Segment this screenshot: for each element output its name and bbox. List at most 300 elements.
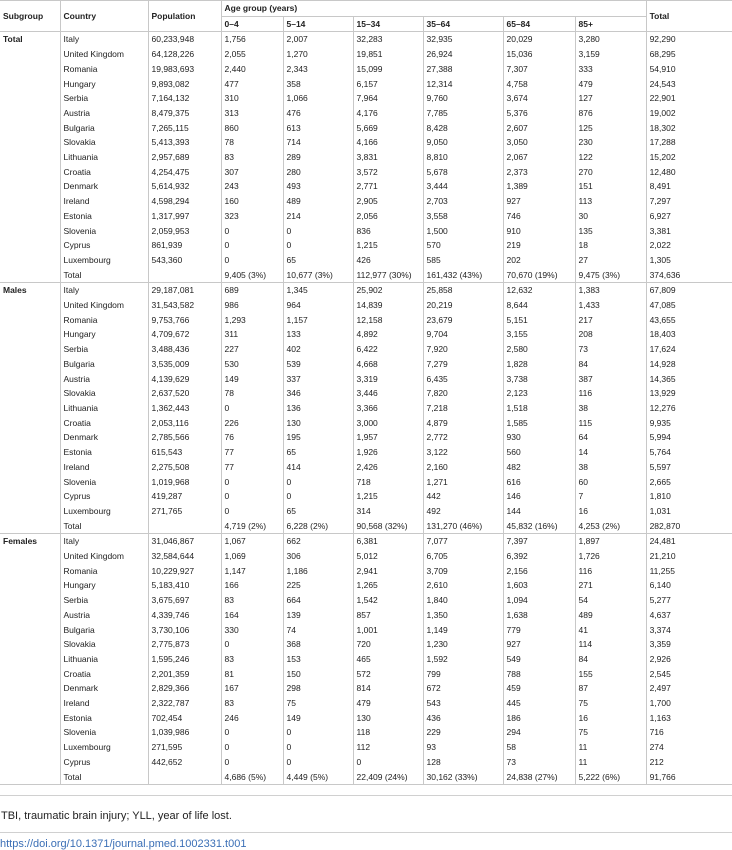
- value-cell: 25,858: [423, 283, 503, 298]
- country-cell: Luxembourg: [60, 504, 148, 519]
- value-cell: 2,580: [503, 342, 575, 357]
- value-cell: 214: [283, 209, 353, 224]
- value-cell: 14,928: [646, 357, 732, 372]
- value-cell: 217: [575, 313, 646, 328]
- table-row: [0, 327, 732, 342]
- value-cell: 8,810: [423, 150, 503, 165]
- value-cell: 3,558: [423, 209, 503, 224]
- value-cell: 5,597: [646, 460, 732, 475]
- value-cell: 4,637: [646, 608, 732, 623]
- value-cell: 118: [353, 725, 423, 740]
- value-cell: 91,766: [646, 770, 732, 785]
- value-cell: 0: [221, 740, 283, 755]
- value-cell: 3,535,009: [148, 357, 221, 372]
- value-cell: 19,983,693: [148, 62, 221, 77]
- value-cell: 387: [575, 372, 646, 387]
- value-cell: 330: [221, 623, 283, 638]
- country-cell: Denmark: [60, 681, 148, 696]
- doi-link[interactable]: https://doi.org/10.1371/journal.pmed.1002331.t001: [0, 838, 247, 850]
- value-cell: 246: [221, 711, 283, 726]
- value-cell: 2,497: [646, 681, 732, 696]
- value-cell: 1,756: [221, 32, 283, 47]
- value-cell: 492: [423, 504, 503, 519]
- value-cell: 2,440: [221, 62, 283, 77]
- value-cell: 146: [503, 489, 575, 504]
- value-cell: 38: [575, 460, 646, 475]
- value-cell: 2,957,689: [148, 150, 221, 165]
- value-cell: 144: [503, 504, 575, 519]
- country-cell: Hungary: [60, 578, 148, 593]
- value-cell: 4,449 (5%): [283, 770, 353, 785]
- table-row: [0, 534, 732, 549]
- country-cell: Serbia: [60, 593, 148, 608]
- value-cell: 243: [221, 179, 283, 194]
- value-cell: 2,703: [423, 194, 503, 209]
- country-cell: Croatia: [60, 165, 148, 180]
- table-row: [0, 91, 732, 106]
- table-row: [0, 549, 732, 564]
- table-row: [0, 445, 732, 460]
- value-cell: 0: [283, 740, 353, 755]
- country-cell: Slovenia: [60, 224, 148, 239]
- country-cell: Austria: [60, 372, 148, 387]
- value-cell: 860: [221, 121, 283, 136]
- value-cell: 226: [221, 416, 283, 431]
- value-cell: 73: [503, 755, 575, 770]
- value-cell: 4,709,672: [148, 327, 221, 342]
- value-cell: 1,317,997: [148, 209, 221, 224]
- value-cell: 30: [575, 209, 646, 224]
- value-cell: 543: [423, 696, 503, 711]
- value-cell: 1,149: [423, 623, 503, 638]
- header-age-group: Age group (years): [221, 1, 646, 17]
- value-cell: 2,343: [283, 62, 353, 77]
- value-cell: 2,056: [353, 209, 423, 224]
- value-cell: 32,584,644: [148, 549, 221, 564]
- value-cell: 24,543: [646, 77, 732, 92]
- table-row: [0, 578, 732, 593]
- country-cell: Total: [60, 519, 148, 534]
- value-cell: 135: [575, 224, 646, 239]
- value-cell: 964: [283, 298, 353, 313]
- value-cell: 3,359: [646, 637, 732, 652]
- value-cell: 1,001: [353, 623, 423, 638]
- value-cell: 115: [575, 416, 646, 431]
- value-cell: 0: [221, 224, 283, 239]
- value-cell: 167: [221, 681, 283, 696]
- value-cell: 127: [575, 91, 646, 106]
- value-cell: 857: [353, 608, 423, 623]
- value-cell: 3,730,106: [148, 623, 221, 638]
- value-cell: 77: [221, 445, 283, 460]
- value-cell: 2,771: [353, 179, 423, 194]
- divider: [0, 832, 732, 833]
- table-row: [0, 150, 732, 165]
- value-cell: 7,964: [353, 91, 423, 106]
- value-cell: 0: [283, 224, 353, 239]
- country-cell: Romania: [60, 62, 148, 77]
- value-cell: 112,977 (30%): [353, 268, 423, 283]
- table-row: [0, 725, 732, 740]
- table-row: [0, 121, 732, 136]
- value-cell: 7,279: [423, 357, 503, 372]
- country-cell: Total: [60, 770, 148, 785]
- value-cell: 229: [423, 725, 503, 740]
- table-row: [0, 564, 732, 579]
- country-cell: Slovenia: [60, 725, 148, 740]
- value-cell: 6,392: [503, 549, 575, 564]
- value-cell: 4,339,746: [148, 608, 221, 623]
- value-cell: 1,350: [423, 608, 503, 623]
- value-cell: 18: [575, 238, 646, 253]
- value-cell: 14: [575, 445, 646, 460]
- value-cell: 12,632: [503, 283, 575, 298]
- subgroup-label: Females: [0, 534, 60, 785]
- value-cell: 22,901: [646, 91, 732, 106]
- value-cell: 113: [575, 194, 646, 209]
- value-cell: 746: [503, 209, 575, 224]
- table-row: [0, 637, 732, 652]
- value-cell: 9,405 (3%): [221, 268, 283, 283]
- value-cell: 1,585: [503, 416, 575, 431]
- value-cell: 539: [283, 357, 353, 372]
- table-row: [0, 623, 732, 638]
- value-cell: 27,388: [423, 62, 503, 77]
- value-cell: 1,163: [646, 711, 732, 726]
- value-cell: 7,820: [423, 386, 503, 401]
- value-cell: 358: [283, 77, 353, 92]
- header-population: Population: [148, 1, 221, 32]
- value-cell: 25,902: [353, 283, 423, 298]
- value-cell: 4,758: [503, 77, 575, 92]
- value-cell: 2,322,787: [148, 696, 221, 711]
- value-cell: 477: [221, 77, 283, 92]
- value-cell: 289: [283, 150, 353, 165]
- value-cell: 4,254,475: [148, 165, 221, 180]
- country-cell: Total: [60, 268, 148, 283]
- table-row: [0, 711, 732, 726]
- value-cell: 1,186: [283, 564, 353, 579]
- value-cell: 436: [423, 711, 503, 726]
- value-cell: 67,809: [646, 283, 732, 298]
- table-row: [0, 357, 732, 372]
- value-cell: 4,176: [353, 106, 423, 121]
- country-cell: Lithuania: [60, 652, 148, 667]
- country-cell: Slovakia: [60, 135, 148, 150]
- value-cell: 1,518: [503, 401, 575, 416]
- value-cell: 664: [283, 593, 353, 608]
- value-cell: 3,159: [575, 47, 646, 62]
- value-cell: 2,123: [503, 386, 575, 401]
- value-cell: 43,655: [646, 313, 732, 328]
- value-cell: 9,475 (3%): [575, 268, 646, 283]
- table-row: [0, 667, 732, 682]
- country-cell: Italy: [60, 32, 148, 47]
- value-cell: 23,679: [423, 313, 503, 328]
- value-cell: 672: [423, 681, 503, 696]
- value-cell: 77: [221, 460, 283, 475]
- country-cell: Luxembourg: [60, 253, 148, 268]
- value-cell: 5,183,410: [148, 578, 221, 593]
- value-cell: 2,665: [646, 475, 732, 490]
- country-cell: Cyprus: [60, 489, 148, 504]
- table-row: [0, 430, 732, 445]
- value-cell: 3,488,436: [148, 342, 221, 357]
- value-cell: 1,362,443: [148, 401, 221, 416]
- value-cell: 7: [575, 489, 646, 504]
- value-cell: 419,287: [148, 489, 221, 504]
- table-row: [0, 238, 732, 253]
- value-cell: 18,302: [646, 121, 732, 136]
- value-cell: 15,036: [503, 47, 575, 62]
- table-row: [0, 740, 732, 755]
- value-cell: 17,288: [646, 135, 732, 150]
- table-row: [0, 681, 732, 696]
- value-cell: 0: [283, 475, 353, 490]
- value-cell: 1,293: [221, 313, 283, 328]
- value-cell: 29,187,081: [148, 283, 221, 298]
- value-cell: 3,446: [353, 386, 423, 401]
- table-row: [0, 194, 732, 209]
- value-cell: 560: [503, 445, 575, 460]
- value-cell: 3,366: [353, 401, 423, 416]
- table-row: [0, 253, 732, 268]
- country-cell: Cyprus: [60, 238, 148, 253]
- value-cell: 70,670 (19%): [503, 268, 575, 283]
- value-cell: 24,838 (27%): [503, 770, 575, 785]
- value-cell: 15,099: [353, 62, 423, 77]
- header-age-85plus: 85+: [575, 16, 646, 32]
- value-cell: 476: [283, 106, 353, 121]
- country-cell: Ireland: [60, 696, 148, 711]
- value-cell: 12,158: [353, 313, 423, 328]
- table-row: [0, 372, 732, 387]
- value-cell: 986: [221, 298, 283, 313]
- value-cell: 313: [221, 106, 283, 121]
- value-cell: 5,376: [503, 106, 575, 121]
- country-cell: United Kingdom: [60, 549, 148, 564]
- value-cell: 8,644: [503, 298, 575, 313]
- value-cell: 78: [221, 386, 283, 401]
- value-cell: 93: [423, 740, 503, 755]
- value-cell: 45,832 (16%): [503, 519, 575, 534]
- value-cell: 3,374: [646, 623, 732, 638]
- value-cell: 274: [646, 740, 732, 755]
- value-cell: 153: [283, 652, 353, 667]
- table-row: [0, 593, 732, 608]
- value-cell: 2,373: [503, 165, 575, 180]
- value-cell: 3,319: [353, 372, 423, 387]
- value-cell: 9,760: [423, 91, 503, 106]
- value-cell: 0: [221, 489, 283, 504]
- table-row: [0, 460, 732, 475]
- value-cell: 2,067: [503, 150, 575, 165]
- value-cell: 24,481: [646, 534, 732, 549]
- value-cell: 2,905: [353, 194, 423, 209]
- value-cell: 1,840: [423, 593, 503, 608]
- country-cell: United Kingdom: [60, 47, 148, 62]
- value-cell: 572: [353, 667, 423, 682]
- value-cell: 298: [283, 681, 353, 696]
- value-cell: 75: [283, 696, 353, 711]
- value-cell: 482: [503, 460, 575, 475]
- country-cell: Austria: [60, 608, 148, 623]
- value-cell: 323: [221, 209, 283, 224]
- value-cell: 718: [353, 475, 423, 490]
- value-cell: 75: [575, 725, 646, 740]
- value-cell: 333: [575, 62, 646, 77]
- value-cell: 4,719 (2%): [221, 519, 283, 534]
- value-cell: 130: [283, 416, 353, 431]
- value-cell: 2,055: [221, 47, 283, 62]
- value-cell: 8,491: [646, 179, 732, 194]
- value-cell: 702,454: [148, 711, 221, 726]
- value-cell: 5,413,393: [148, 135, 221, 150]
- value-cell: 11: [575, 740, 646, 755]
- value-cell: 116: [575, 564, 646, 579]
- value-cell: 9,935: [646, 416, 732, 431]
- value-cell: 4,668: [353, 357, 423, 372]
- value-cell: 225: [283, 578, 353, 593]
- table-row: [0, 47, 732, 62]
- value-cell: 294: [503, 725, 575, 740]
- value-cell: 5,222 (6%): [575, 770, 646, 785]
- value-cell: 0: [221, 637, 283, 652]
- value-cell: 337: [283, 372, 353, 387]
- value-cell: 7,785: [423, 106, 503, 121]
- country-cell: Croatia: [60, 416, 148, 431]
- value-cell: 2,772: [423, 430, 503, 445]
- value-cell: 368: [283, 637, 353, 652]
- value-cell: 17,624: [646, 342, 732, 357]
- value-cell: 47,085: [646, 298, 732, 313]
- country-cell: Italy: [60, 283, 148, 298]
- value-cell: 270: [575, 165, 646, 180]
- value-cell: 543,360: [148, 253, 221, 268]
- value-cell: 1,270: [283, 47, 353, 62]
- table-row: [0, 62, 732, 77]
- value-cell: 1,031: [646, 504, 732, 519]
- value-cell: 271,765: [148, 504, 221, 519]
- country-cell: Estonia: [60, 711, 148, 726]
- value-cell: 136: [283, 401, 353, 416]
- table-row: [0, 342, 732, 357]
- value-cell: 122: [575, 150, 646, 165]
- value-cell: 83: [221, 150, 283, 165]
- value-cell: 20,219: [423, 298, 503, 313]
- country-cell: Italy: [60, 534, 148, 549]
- country-cell: Romania: [60, 564, 148, 579]
- country-cell: Slovenia: [60, 475, 148, 490]
- value-cell: 68,295: [646, 47, 732, 62]
- value-cell: 1,039,986: [148, 725, 221, 740]
- country-cell: Austria: [60, 106, 148, 121]
- value-cell: 1,271: [423, 475, 503, 490]
- value-cell: 219: [503, 238, 575, 253]
- value-cell: 7,297: [646, 194, 732, 209]
- value-cell: 19,851: [353, 47, 423, 62]
- value-cell: 314: [353, 504, 423, 519]
- value-cell: 4,686 (5%): [221, 770, 283, 785]
- value-cell: 0: [221, 725, 283, 740]
- value-cell: 1,230: [423, 637, 503, 652]
- value-cell: 613: [283, 121, 353, 136]
- value-cell: 58: [503, 740, 575, 755]
- value-cell: 4,166: [353, 135, 423, 150]
- value-cell: 779: [503, 623, 575, 638]
- value-cell: 3,444: [423, 179, 503, 194]
- value-cell: 662: [283, 534, 353, 549]
- value-cell: 125: [575, 121, 646, 136]
- value-cell: 139: [283, 608, 353, 623]
- value-cell: 73: [575, 342, 646, 357]
- value-cell: 155: [575, 667, 646, 682]
- value-cell: 212: [646, 755, 732, 770]
- value-cell: 799: [423, 667, 503, 682]
- value-cell: 0: [283, 755, 353, 770]
- value-cell: 133: [283, 327, 353, 342]
- value-cell: 489: [283, 194, 353, 209]
- value-cell: 5,012: [353, 549, 423, 564]
- value-cell: 7,307: [503, 62, 575, 77]
- value-cell: 720: [353, 637, 423, 652]
- value-cell: 402: [283, 342, 353, 357]
- value-cell: 6,435: [423, 372, 503, 387]
- value-cell: 11,255: [646, 564, 732, 579]
- header-age-5-14: 5–14: [283, 16, 353, 32]
- value-cell: 282,870: [646, 519, 732, 534]
- value-cell: 9,893,082: [148, 77, 221, 92]
- table-row: [0, 386, 732, 401]
- value-cell: 836: [353, 224, 423, 239]
- value-cell: 271: [575, 578, 646, 593]
- value-cell: 20,029: [503, 32, 575, 47]
- table-row: [0, 770, 732, 785]
- value-cell: 6,140: [646, 578, 732, 593]
- value-cell: 3,831: [353, 150, 423, 165]
- divider: [0, 795, 732, 796]
- value-cell: 8,428: [423, 121, 503, 136]
- value-cell: 12,314: [423, 77, 503, 92]
- value-cell: 616: [503, 475, 575, 490]
- value-cell: 0: [221, 401, 283, 416]
- value-cell: 442: [423, 489, 503, 504]
- value-cell: 0: [221, 253, 283, 268]
- table-row: [0, 298, 732, 313]
- value-cell: 2,610: [423, 578, 503, 593]
- value-cell: 30,162 (33%): [423, 770, 503, 785]
- value-cell: 12,480: [646, 165, 732, 180]
- value-cell: 306: [283, 549, 353, 564]
- table-row: [0, 224, 732, 239]
- value-cell: 374,636: [646, 268, 732, 283]
- value-cell: 861,939: [148, 238, 221, 253]
- value-cell: 3,738: [503, 372, 575, 387]
- value-cell: 4,892: [353, 327, 423, 342]
- value-cell: 131,270 (46%): [423, 519, 503, 534]
- value-cell: 13,929: [646, 386, 732, 401]
- value-cell: 186: [503, 711, 575, 726]
- table-row: [0, 608, 732, 623]
- value-cell: 1,542: [353, 593, 423, 608]
- value-cell: 19,002: [646, 106, 732, 121]
- value-cell: 5,669: [353, 121, 423, 136]
- value-cell: 930: [503, 430, 575, 445]
- value-cell: 130: [353, 711, 423, 726]
- value-cell: 11: [575, 755, 646, 770]
- value-cell: 5,277: [646, 593, 732, 608]
- country-cell: Ireland: [60, 194, 148, 209]
